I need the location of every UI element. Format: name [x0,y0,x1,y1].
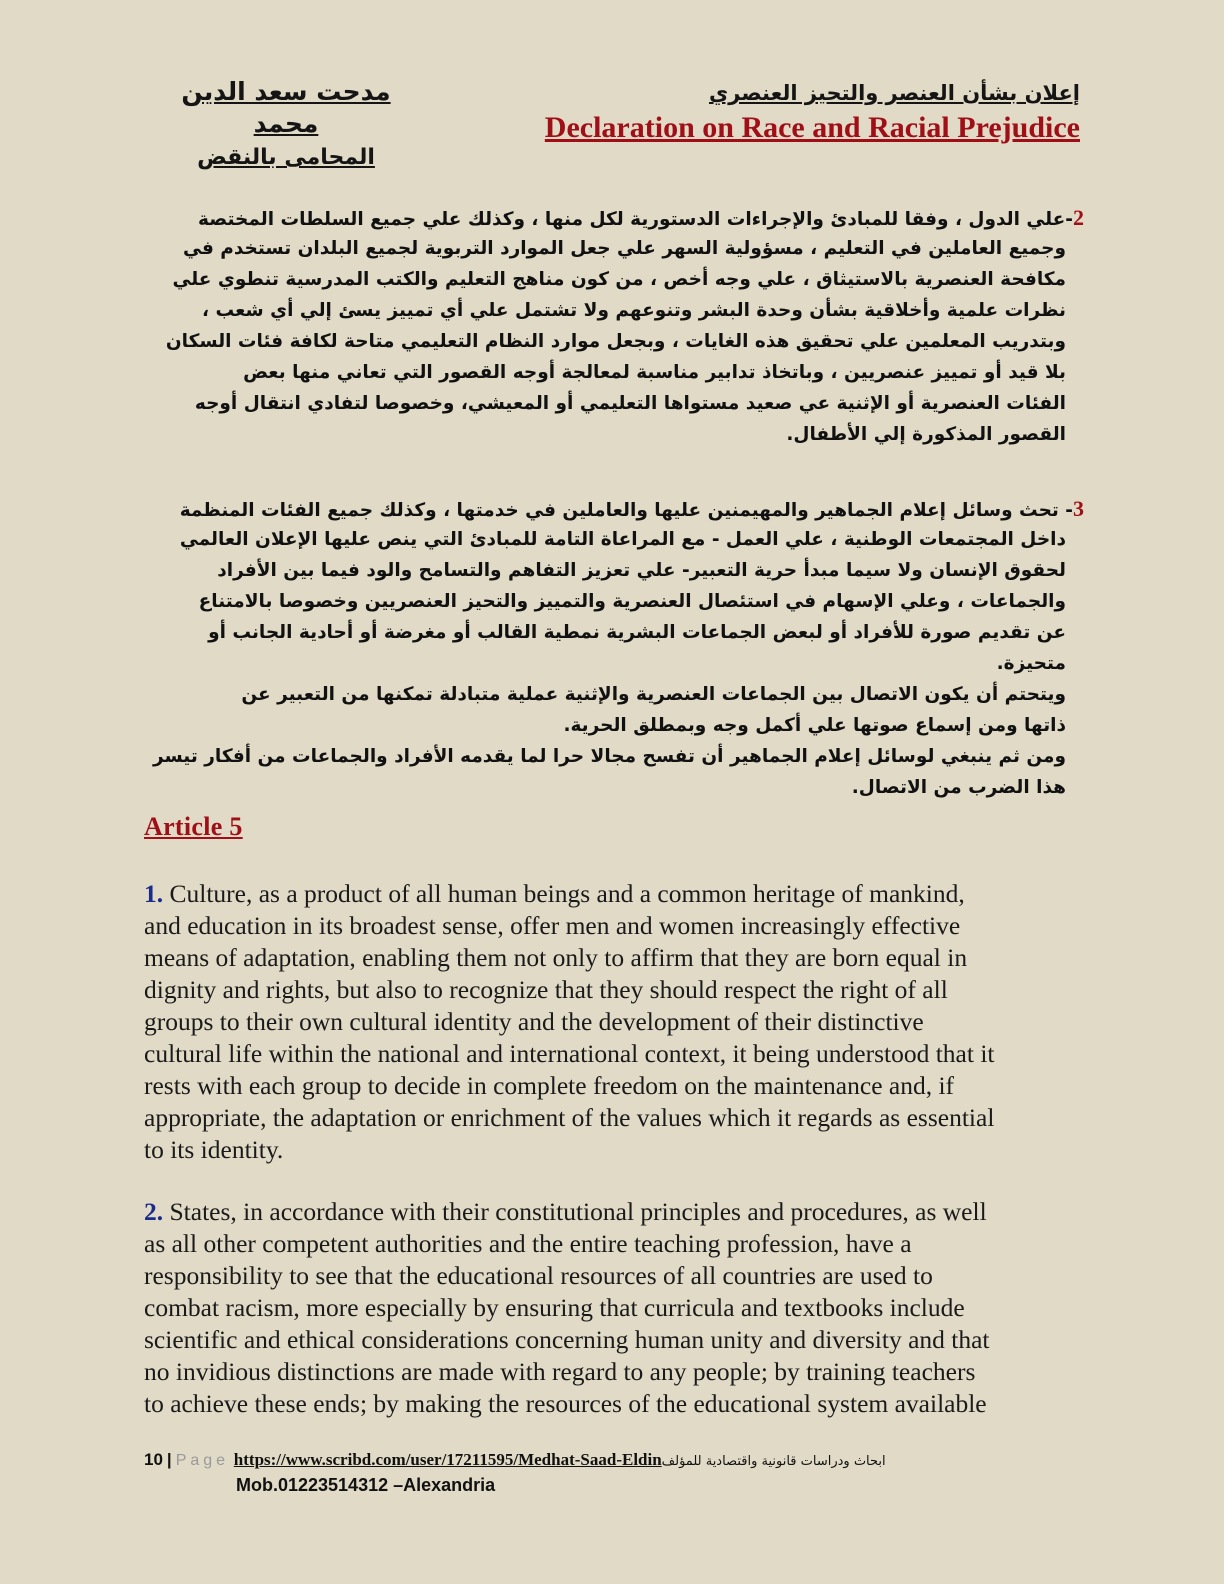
title-block [460,78,1080,146]
english-line: Culture, as a product of all human beings and a common heritage of mankind, [163,879,965,908]
title-arabic: إعلان بشأن العنصر والتحيز العنصري [709,81,1080,105]
arabic-line: ومن ثم ينبغي لوسائل إعلام الجماهير أن تفسح مجالا حرا لما يقدمه الأفراد والجماعات من أفكار تيسر [152,746,1066,767]
arabic-line: الفئات العنصرية أو الإثنية عي صعيد مستواها التعليمي أو المعيشي، وخصوصا لتفادي انتقال أوجه [194,393,1066,414]
english-line: cultural life within the national and international context, it being understood that it [144,1039,995,1068]
footer-arabic-note: ابحاث ودراسات قانونية واقتصادية للمؤلف [661,1454,886,1469]
english-paragraph-2 [144,1196,1074,1420]
english-line: as all other competent authorities and the entire teaching profession, have a [144,1229,912,1258]
arabic-line: والجماعات ، وعلي الإسهام في استئصال العنصرية والتمييز والتحيز العنصريين وخصوصا بالامتناع [198,591,1066,612]
english-paragraph-number: 1. [144,879,164,908]
arabic-line: بلا قيد أو تمييز عنصريين ، وباتخاذ تدابير مناسبة لمعالجة أوجه القصور التي تعاني منها بعض [243,362,1066,383]
arabic-line: متحيزة. [996,653,1066,674]
arabic-line: وجميع العاملين في التعليم ، مسؤولية السهر علي جعل الموارد التربوية لجميع البلدان تستخدم في [183,238,1066,259]
english-line: to achieve these ends; by making the resources of the educational system available [144,1389,987,1418]
english-line: groups to their own cultural identity and the development of their distinctive [144,1007,924,1036]
page-footer [144,1448,1084,1498]
english-paragraph-number: 2. [144,1197,164,1226]
arabic-line: داخل المجتمعات الوطنية ، علي العمل - مع المراعاة التامة للمبادئ التي ينص عليها الإعلان العالمي [179,529,1066,550]
english-paragraph-1 [144,878,1074,1166]
author-block [146,76,426,174]
english-line: rests with each group to decide in complete freedom on the maintenance and, if [144,1071,955,1100]
arabic-line: هذا الضرب من الاتصال. [851,777,1066,798]
english-line: dignity and rights, but also to recognize that they should respect the right of all [144,975,948,1004]
page-label: Page [175,1452,230,1469]
arabic-line: -علي الدول ، وفقا للمبادئ والإجراءات الدستورية لكل منها ، وكذلك علي جميع السلطات المختصة [198,209,1073,230]
english-line: responsibility to see that the educational resources of all countries are used to [144,1261,933,1290]
arabic-paragraph-2 [144,202,1084,450]
title-english: Declaration on Race and Racial Prejudice [544,111,1080,144]
arabic-line: لحقوق الإنسان ولا سيما مبدأ حرية التعبير- علي تعزيز التفاهم والتسامح والود فيما بين الأفراد [217,560,1066,581]
arabic-line: نظرات علمية وأخلاقية بشأن وحدة البشر وتنوعهم ولا تشتمل علي أي تمييز يسئ إلي أي شعب ، [202,300,1066,321]
footer-separator: | [166,1450,172,1469]
arabic-line: - تحث وسائل إعلام الجماهير والمهيمنين عليها والعاملين في خدمتها ، وكذلك جميع الفئات المنظمة [179,500,1073,521]
arabic-paragraph-number: 3 [1073,496,1084,521]
arabic-line: وبتدريب المعلمين علي تحقيق هذه الغايات ، وبجعل موارد النظام التعليمي متاحة لكافة فئات السكان [165,331,1066,352]
english-line: combat racism, more especially by ensuring that curricula and textbooks include [144,1293,965,1322]
author-name: مدحت سعد الدين محمد [181,77,391,138]
english-line: to its identity. [144,1135,284,1164]
author-title: المحامى بالنقض [197,145,375,170]
arabic-line: ويتحتم أن يكون الاتصال بين الجماعات العنصرية والإثنية عملية متبادلة تمكنها من التعبير عن [241,684,1066,705]
english-line: means of adaptation, enabling them not only to affirm that they are born equal in [144,943,968,972]
article-heading: Article 5 [144,812,243,841]
contact-info: Mob.01223514312 –Alexandria [236,1475,496,1495]
english-line: and education in its broadest sense, offer men and women increasingly effective [144,911,961,940]
arabic-line: ذاتها ومن إسماع صوتها علي أكمل وجه وبمطلق الحرية. [563,715,1066,736]
arabic-line: القصور المذكورة إلي الأطفال. [786,424,1066,445]
english-line: States, in accordance with their constitutional principles and procedures, as well [163,1197,987,1226]
english-line: appropriate, the adaptation or enrichment of the values which it regards as essential [144,1103,995,1132]
english-line: scientific and ethical considerations concerning human unity and diversity and that [144,1325,990,1354]
author-profile-link[interactable]: https://www.scribd.com/user/17211595/Medhat-Saad-Eldin [233,1450,662,1469]
arabic-paragraph-3 [144,493,1084,803]
page-number: 10 [144,1450,163,1469]
arabic-line: مكافحة العنصرية بالاستيثاق ، علي وجه أخص ، من كون مناهج التعليم والكتب المدرسية تنطوي علي [172,269,1066,290]
arabic-line: عن تقديم صورة للأفراد أو لبعض الجماعات البشرية نمطية القالب أو مغرضة أو أحادية الجانب أو [208,622,1066,643]
arabic-paragraph-number: 2 [1073,205,1084,230]
english-line: no invidious distinctions are made with regard to any people; by training teachers [144,1357,976,1386]
